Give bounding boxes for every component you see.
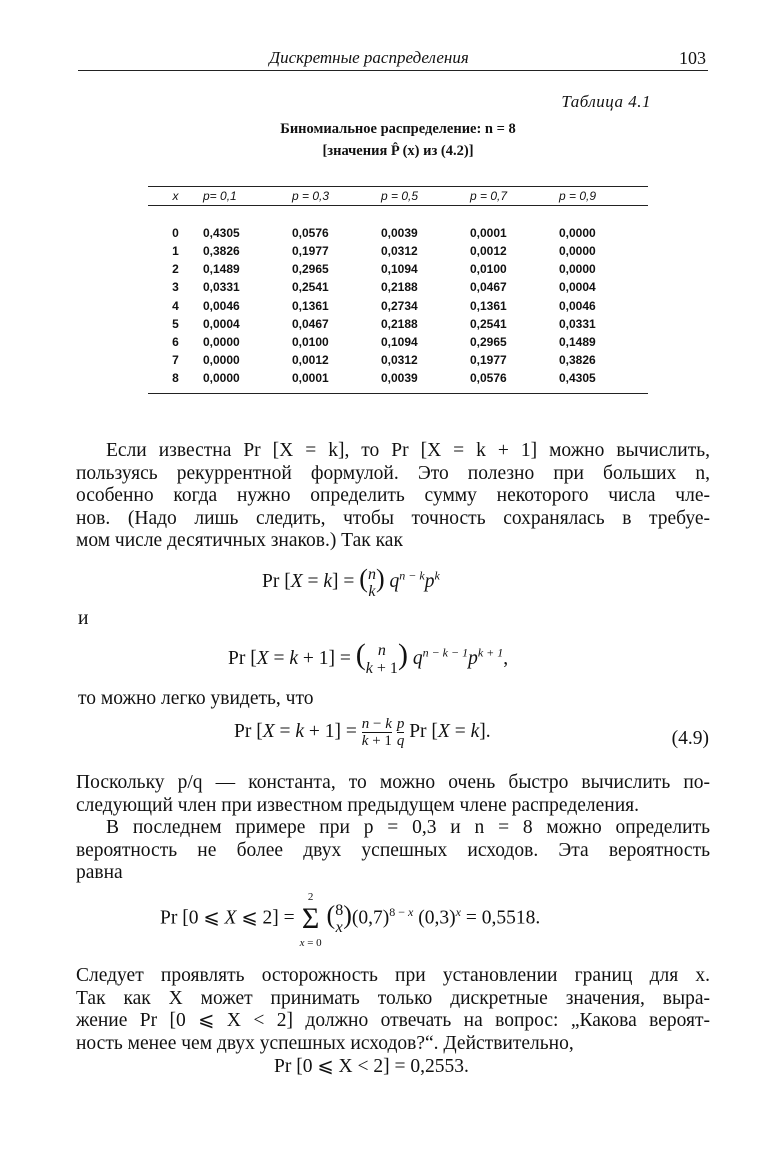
- column-header: p= 0,1: [203, 189, 237, 203]
- probability-cell: 0,4305: [203, 226, 240, 241]
- table-caption-line1: Биномиальное распределение: n = 8: [280, 121, 516, 137]
- paragraph-ratio: [76, 772, 710, 817]
- formula-pr-x-eq-k-plus-1: Pr [X = k + 1] = ( n k + 1) $q^{n - k - 1}p^{k + 1}$,: [228, 638, 509, 677]
- text-line: мом числе десятичных знаков.) Так как: [76, 530, 403, 551]
- probability-cell: 0,2188: [381, 316, 418, 331]
- probability-cell: 0,0000: [559, 262, 596, 277]
- probability-cell: 0,0331: [559, 316, 596, 331]
- probability-cell: 0,2541: [292, 280, 329, 295]
- text-line: жение Pr [0 ⩽ X < 2] должно отвечать на вопрос: „Какова вероят-: [76, 1010, 710, 1031]
- text-line: особенно когда нужно определить сумму некоторого числа чле-: [76, 485, 710, 506]
- row-x-cell: 0: [172, 226, 179, 241]
- row-x-cell: 4: [172, 298, 179, 313]
- text-line: нов. (Надо лишь следить, чтобы точность сохранялась в требуе-: [76, 507, 710, 529]
- probability-cell: 0,0001: [470, 226, 507, 241]
- probability-cell: 0,3826: [203, 244, 240, 259]
- row-x-cell: 8: [172, 370, 179, 385]
- table-header-row: [148, 187, 648, 205]
- paragraph-recurrence: [76, 440, 710, 553]
- text-line: ность менее чем двух успешных исходов?“. Действительно,: [76, 1032, 574, 1054]
- row-x-cell: 6: [172, 334, 179, 349]
- probability-cell: 0,3826: [559, 352, 596, 367]
- table-bottom-rule: [148, 393, 648, 394]
- text-line: Поскольку p/q — константа, то можно очень быстро вычислить по-: [76, 772, 710, 793]
- text-line: Так как X может принимать только дискретные значения, выра-: [76, 987, 710, 1009]
- probability-cell: 0,0312: [381, 244, 418, 259]
- probability-cell: 0,0046: [203, 298, 240, 313]
- text-line: равна: [76, 862, 123, 883]
- probability-cell: 0,1094: [381, 334, 418, 349]
- row-x-cell: 2: [172, 262, 179, 277]
- table-row: [148, 242, 648, 260]
- probability-cell: 0,1489: [203, 262, 240, 277]
- text-line: вероятность не более двух успешных исходов. Эта вероятность: [76, 839, 710, 861]
- probability-cell: 0,2965: [470, 334, 507, 349]
- formula-pr-x-eq-k: Pr [X = k] = (n k) $q^{n - k}p^k$: [262, 564, 440, 600]
- probability-cell: 0,0576: [292, 226, 329, 241]
- text-line: пользуясь рекуррентной формулой. Это полезно при больших n,: [76, 462, 710, 484]
- running-header-title: Дискретные распределения: [269, 48, 469, 67]
- probability-cell: 0,1489: [559, 334, 596, 349]
- paragraph-caution: [76, 965, 710, 1055]
- probability-cell: 0,1361: [292, 298, 329, 313]
- probability-cell: 0,1361: [470, 298, 507, 313]
- probability-cell: 0,2734: [381, 298, 418, 313]
- lead-text: то можно легко увидеть, что: [78, 688, 314, 709]
- binomial-table: [148, 186, 648, 394]
- probability-cell: 0,0100: [470, 262, 507, 277]
- probability-cell: 0,2965: [292, 262, 329, 277]
- table-row: [148, 333, 648, 351]
- column-header: x: [172, 189, 179, 203]
- probability-cell: 0,2188: [381, 280, 418, 295]
- column-header: p = 0,5: [381, 189, 419, 203]
- column-header: p = 0,7: [470, 189, 508, 203]
- text-line: Следует проявлять осторожность при установлении границ для x.: [76, 965, 710, 986]
- probability-cell: 0,0000: [203, 334, 240, 349]
- formula-sum: Pr [0 ⩽ X ⩽ 2] = 2 Σ x = 0 (8 $x)(0,7)^{8 - x}$ $(0,3)^x = 0,5518$.: [160, 891, 541, 949]
- probability-cell: 0,1977: [292, 244, 329, 259]
- header-rule: [78, 70, 708, 71]
- probability-cell: 0,0100: [292, 334, 329, 349]
- table-row: [148, 278, 648, 296]
- probability-cell: 0,0576: [470, 370, 507, 385]
- probability-cell: 0,0012: [470, 244, 507, 259]
- probability-cell: 0,0331: [203, 280, 240, 295]
- probability-cell: 0,2541: [470, 316, 507, 331]
- probability-cell: 0,0004: [203, 316, 240, 331]
- table-row: [148, 351, 648, 369]
- paragraph-example: [76, 817, 710, 885]
- equation-number: (4.9): [671, 728, 709, 749]
- table-label: Таблица 4.1: [561, 92, 651, 111]
- text-line: следующий член при известном предыдущем члене распределения.: [76, 794, 640, 816]
- table-row: [148, 224, 648, 242]
- probability-cell: 0,0000: [559, 226, 596, 241]
- table-row: [148, 296, 648, 314]
- probability-cell: 0,0467: [292, 316, 329, 331]
- probability-cell: 0,1094: [381, 262, 418, 277]
- probability-cell: 0,0046: [559, 298, 596, 313]
- probability-cell: 0,0000: [559, 244, 596, 259]
- row-x-cell: 1: [172, 244, 179, 259]
- text-line: В последнем примере при p = 0,3 и n = 8 можно определить: [106, 817, 710, 838]
- row-x-cell: 7: [172, 352, 179, 367]
- probability-cell: 0,0039: [381, 370, 418, 385]
- column-header: p = 0,9: [559, 189, 597, 203]
- probability-cell: 0,0000: [203, 370, 240, 385]
- text-line: Если известна Pr [X = k], то Pr [X = k + 1] можно вычислить,: [106, 440, 710, 461]
- table-row: [148, 369, 648, 387]
- row-x-cell: 3: [172, 280, 179, 295]
- probability-cell: 0,0004: [559, 280, 596, 295]
- table-row: [148, 260, 648, 278]
- table-caption-line2: [значения P̂ (x) из (4.2)]: [322, 143, 474, 159]
- probability-cell: 0,0467: [470, 280, 507, 295]
- probability-cell: 0,0000: [203, 352, 240, 367]
- page-number: 103: [679, 48, 706, 68]
- row-x-cell: 5: [172, 316, 179, 331]
- probability-cell: 0,0039: [381, 226, 418, 241]
- probability-cell: 0,1977: [470, 352, 507, 367]
- conjunction-and: и: [78, 608, 89, 629]
- column-header: p = 0,3: [292, 189, 330, 203]
- probability-cell: 0,0312: [381, 352, 418, 367]
- formula-final: Pr [0 ⩽ X < 2] = 0,2553.: [274, 1056, 469, 1077]
- probability-cell: 0,4305: [559, 370, 596, 385]
- probability-cell: 0,0001: [292, 370, 329, 385]
- running-header: [78, 48, 708, 70]
- table-row: [148, 315, 648, 333]
- probability-cell: 0,0012: [292, 352, 329, 367]
- formula-4-9: Pr [X = k + 1] = n − k k + 1 $\frac{p}{q}$ Pr [X = k].: [234, 716, 491, 749]
